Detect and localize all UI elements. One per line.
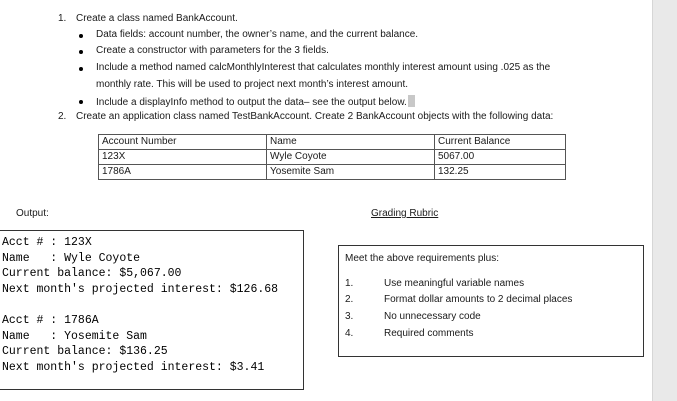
output-line: Current balance: $136.25 <box>2 345 168 358</box>
table-row <box>99 165 566 180</box>
bullet-text-3: Include a method named calcMonthlyInterest that calculates monthly interest amount using .025 as the <box>96 62 551 73</box>
output-line: Acct # : 123X <box>2 236 92 249</box>
bullet-text-4-line <box>96 95 415 108</box>
bullet-text-1: Data fields: account number, the owner’s name, and the current balance. <box>96 29 419 40</box>
rubric-number: 1. <box>345 278 354 289</box>
text-cursor-icon <box>408 95 415 107</box>
output-label: Output: <box>16 208 49 219</box>
rubric-item: No unnecessary code <box>384 311 481 322</box>
output-line: Next month's projected interest: $126.68 <box>2 283 279 296</box>
table-header-cell: Current Balance <box>435 135 566 150</box>
output-line: Name : Yosemite Sam <box>2 330 147 343</box>
table-cell: 123X <box>99 150 267 165</box>
output-line: Next month's projected interest: $3.41 <box>2 361 265 374</box>
rubric-intro: Meet the above requirements plus: <box>345 253 499 264</box>
accounts-table <box>98 134 566 180</box>
table-header-cell: Name <box>267 135 435 150</box>
table-cell: 132.25 <box>435 165 566 180</box>
bullet-dot <box>79 100 83 104</box>
rubric-number: 3. <box>345 311 354 322</box>
table-header-cell: Account Number <box>99 135 267 150</box>
rubric-number: 2. <box>345 294 354 305</box>
bullet-text-2: Create a constructor with parameters for the 3 fields. <box>96 45 329 56</box>
bullet-text-4: Include a displayInfo method to output the data– see the output below. <box>96 97 407 108</box>
table-header-row <box>99 135 566 150</box>
output-box <box>0 230 304 390</box>
table-cell: Wyle Coyote <box>267 150 435 165</box>
rubric-box <box>338 245 644 357</box>
rubric-title: Grading Rubric <box>371 208 439 219</box>
instruction-text-2: Create an application class named TestBankAccount. Create 2 BankAccount objects with the following data: <box>76 111 554 122</box>
table-cell: Yosemite Sam <box>267 165 435 180</box>
rubric-item: Use meaningful variable names <box>384 278 525 289</box>
table-row <box>99 150 566 165</box>
table-cell: 5067.00 <box>435 150 566 165</box>
bullet-dot <box>79 50 83 54</box>
instruction-text-1: Create a class named BankAccount. <box>76 13 238 24</box>
instruction-number-2: 2. <box>58 111 67 122</box>
rubric-number: 4. <box>345 328 354 339</box>
bullet-dot <box>79 34 83 38</box>
instruction-number-1: 1. <box>58 13 67 24</box>
vertical-scrollbar[interactable] <box>652 0 677 401</box>
bullet-dot <box>79 67 83 71</box>
output-line: Name : Wyle Coyote <box>2 252 141 265</box>
bullet-text-3-continuation: monthly rate. This will be used to project next month’s interest amount. <box>96 79 409 90</box>
output-line: Acct # : 1786A <box>2 314 99 327</box>
table-cell: 1786A <box>99 165 267 180</box>
rubric-item: Required comments <box>384 328 474 339</box>
output-line: Current balance: $5,067.00 <box>2 267 182 280</box>
rubric-item: Format dollar amounts to 2 decimal places <box>384 294 573 305</box>
